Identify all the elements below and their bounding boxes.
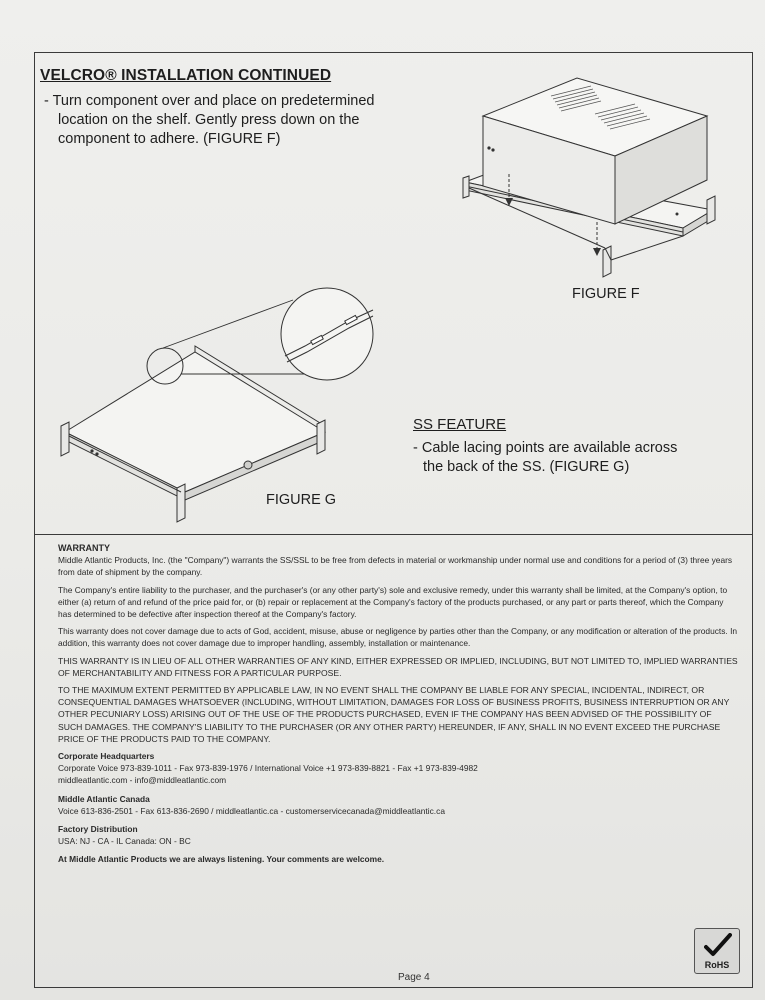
canada-line: Voice 613-836-2501 - Fax 613-836-2690 / middleatlantic.ca - customerservicecanada@middleatlantic.ca (58, 805, 445, 816)
figure-g-illustration (55, 282, 405, 522)
page-number: Page 4 (398, 972, 430, 983)
hq-heading: Corporate Headquarters (58, 751, 155, 762)
rohs-label: RoHS (704, 960, 730, 970)
figure-g-caption: FIGURE G (266, 492, 337, 508)
section-divider (34, 534, 753, 535)
velcro-instructions (44, 92, 414, 149)
ss-line-1: - Cable lacing points are available across (413, 440, 678, 456)
velcro-line-3: component to adhere. (FIGURE F) (58, 131, 281, 147)
figure-f-caption: FIGURE F (572, 286, 640, 302)
checkmark-icon (704, 933, 732, 959)
hq-web-line: middleatlantic.com - info@middleatlantic.com (58, 775, 227, 786)
warranty-paragraph-1: Middle Atlantic Products, Inc. (the "Company") warrants the SS/SSL to be free from defects in material or workmanship under normal use and conditions for a period of (3) three years from date of shipment by the company. (58, 555, 733, 578)
hq-phone-line: Corporate Voice 973-839-1011 - Fax 973-839-1976 / International Voice +1 973-839-8821 - Fax +1 973-839-4982 (58, 763, 478, 774)
ss-line-2: the back of the SS. (FIGURE G) (423, 459, 630, 475)
canada-heading: Middle Atlantic Canada (58, 793, 150, 804)
warranty-section (58, 542, 738, 866)
warranty-paragraph-4: THIS WARRANTY IS IN LIEU OF ALL OTHER WARRANTIES OF ANY KIND, EITHER EXPRESSED OR IMPLIED, INCLUDING, BUT NOT LIMITED TO, IMPLIED WARRANTIES OF MERCHANTABILITY AND FITNESS FOR A PARTICULAR PURPOSE. (58, 655, 738, 678)
figure-f-illustration (455, 70, 725, 285)
factory-heading: Factory Distribution (58, 824, 138, 835)
factory-line: USA: NJ - CA - IL Canada: ON - BC (58, 836, 191, 847)
rohs-badge (694, 928, 740, 974)
listening-note: At Middle Atlantic Products we are always listening. Your comments are welcome. (58, 854, 385, 865)
ss-feature-text (413, 439, 677, 477)
ss-feature-title: SS FEATURE (413, 416, 507, 433)
warranty-paragraph-2: The Company's entire liability to the purchaser, and the purchaser's (or any other party's) sole and exclusive remedy, under this warranty shall be limited, at the Company's option, to either (a) return of and refund of the price paid for, or (b) repair or replacement at the Company's factory of the products purchased, or any part or parts thereof, which the Company has determined to be defective after inspection thereof at the Company's factory. (58, 584, 728, 620)
warranty-paragraph-5: TO THE MAXIMUM EXTENT PERMITTED BY APPLICABLE LAW, IN NO EVENT SHALL THE COMPANY BE LIABLE FOR ANY SPECIAL, INCIDENTAL, INDIRECT, OR CONSEQUENTIAL DAMAGES WHATSOEVER (INCLUDING, WITHOUT LIMITATION, DAMAGES FOR LOSS OF BUSINESS PROFITS, BUSINESS INTERRUPTION OR ANY OTHER PECUNIARY LOSS) ARISING OUT OF THE USE OF THE PRODUCTS PURCHASED, EVEN IF THE COMPANY HAS BEEN ADVISED OF THE POSSIBILITY OF SUCH DAMAGES. THE COMPANY'S LIABILITY TO THE PURCHASER (OR ANY OTHER PARTY) HEREUNDER, IF ANY, SHALL IN NO EVENT EXCEED THE PURCHASE PRICE OF THE PRODUCTS PAID TO THE COMPANY. (58, 685, 730, 744)
velcro-line-2: location on the shelf. Gently press down on the (58, 112, 360, 128)
velcro-line-1: - Turn component over and place on predetermined (44, 93, 375, 109)
velcro-section-title: VELCRO® INSTALLATION CONTINUED (40, 67, 332, 84)
warranty-paragraph-3: This warranty does not cover damage due to acts of God, accident, misuse, abuse or negligence by parties other than the Company, or any modification or alteration of the products. In addition, this warranty does not cover damage due to improper handling, assembly, installation or maintenance. (58, 626, 738, 649)
warranty-heading: WARRANTY (58, 543, 110, 553)
